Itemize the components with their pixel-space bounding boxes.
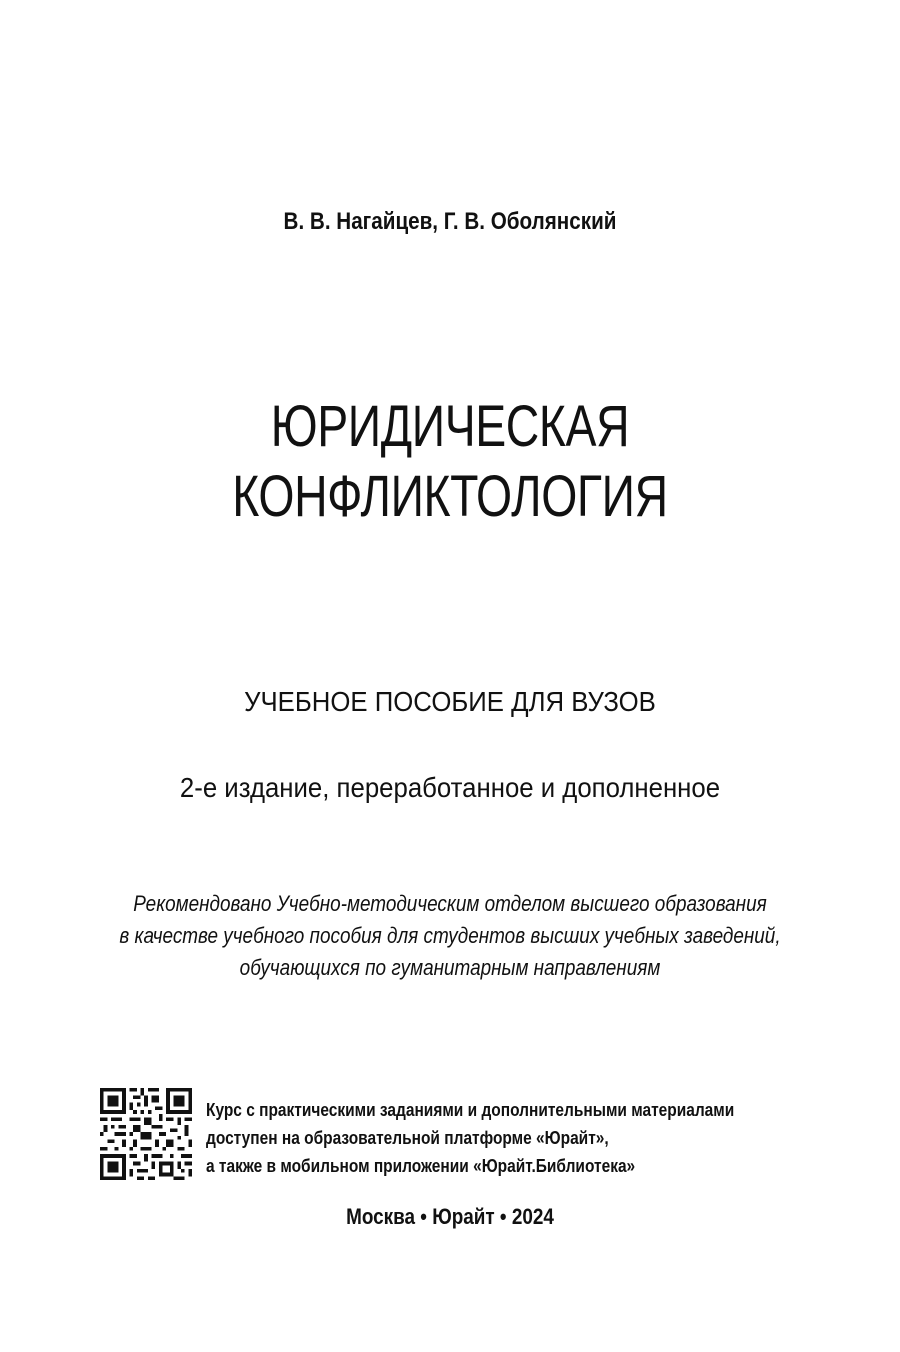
authors: В. В. Нагайцев, Г. В. Оболянский	[283, 208, 617, 235]
subtitle: УЧЕБНОЕ ПОСОБИЕ ДЛЯ ВУЗОВ	[244, 686, 656, 717]
book-title-line-2: КОНФЛИКТОЛОГИЯ	[232, 464, 668, 529]
recommendation-line-2: в качестве учебного пособия для студентов высших учебных заведений,	[119, 923, 781, 948]
imprint: Москва • Юрайт • 2024	[346, 1204, 554, 1229]
qr-code-icon[interactable]	[100, 1088, 192, 1180]
recommendation-line-3: обучающихся по гуманитарным направлениям	[239, 955, 661, 980]
course-info-line-2: доступен на образовательной платформе «Юрайт»,	[206, 1128, 609, 1148]
course-info	[206, 1096, 734, 1180]
recommendation	[63, 888, 837, 984]
course-info-line-1: Курс с практическими заданиями и дополнительными материалами	[206, 1100, 735, 1120]
recommendation-line-1: Рекомендовано Учебно-методическим отделом высшего образования	[133, 891, 767, 916]
edition: 2-е издание, переработанное и дополненное	[179, 772, 721, 803]
book-title	[90, 392, 810, 532]
book-title-line-1: ЮРИДИЧЕСКАЯ	[270, 394, 630, 459]
course-info-line-3: а также в мобильном приложении «Юрайт.Библиотека»	[206, 1156, 636, 1176]
